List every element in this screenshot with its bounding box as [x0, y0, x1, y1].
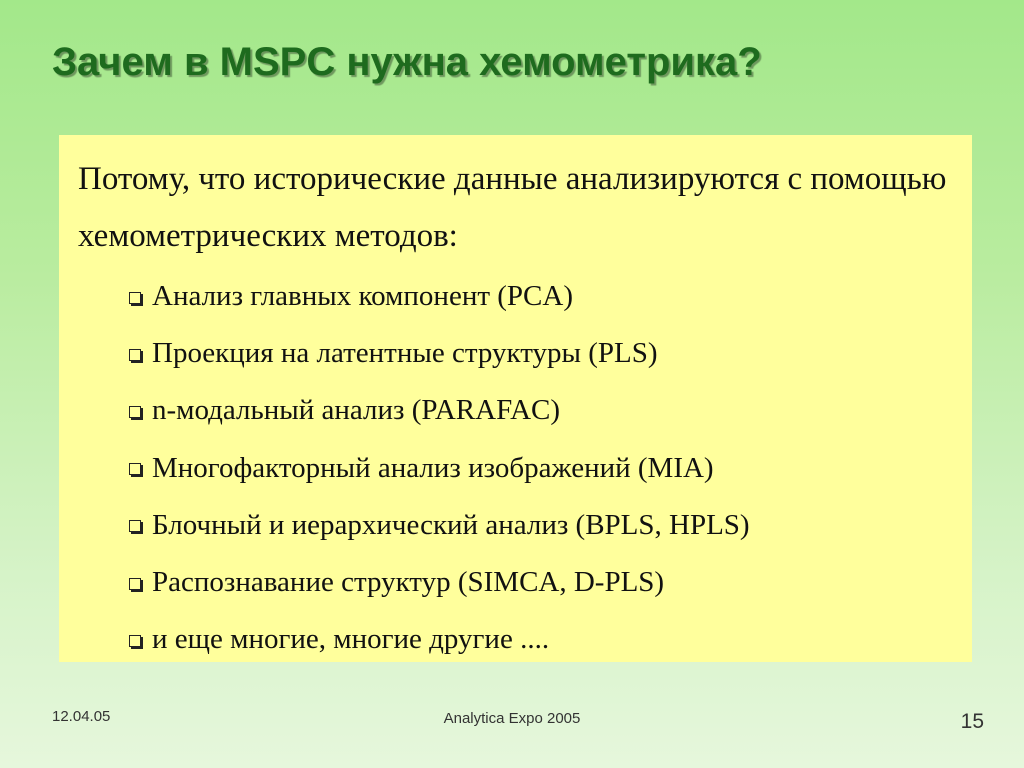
list-item: [129, 325, 750, 382]
list-item: [129, 497, 750, 554]
list-item-label: Блочный и иерархический анализ (BPLS, HPLS): [152, 508, 750, 541]
list-item: [129, 268, 750, 325]
slide-title: Зачем в MSPC нужна хемометрика?: [52, 40, 762, 84]
content-box: [59, 135, 972, 662]
footer-event: Analytica Expo 2005: [443, 710, 581, 727]
footer-date: 12.04.05: [52, 708, 111, 725]
list-item-label: и еще многие, многие другие ....: [152, 623, 550, 656]
list-item-label: Проекция на латентные структуры (PLS): [152, 337, 658, 370]
checkbox-bullet-icon: [129, 406, 141, 418]
checkbox-bullet-icon: [129, 578, 141, 590]
checkbox-bullet-icon: [129, 292, 141, 304]
page-number: 15: [960, 710, 984, 733]
list-item: [129, 611, 750, 668]
list-item-label: n-модальный анализ (PARAFAC): [152, 394, 561, 427]
checkbox-bullet-icon: [129, 635, 141, 647]
method-list: [129, 268, 750, 668]
checkbox-bullet-icon: [129, 349, 141, 361]
checkbox-bullet-icon: [129, 520, 141, 532]
list-item: [129, 554, 750, 611]
intro-text: Потому, что исторические данные анализируются с помощью хемометрических методов:: [78, 161, 947, 254]
list-item-label: Многофакторный анализ изображений (MIA): [152, 451, 714, 484]
list-item: [129, 382, 750, 439]
list-item: [129, 440, 750, 497]
checkbox-bullet-icon: [129, 463, 141, 475]
list-item-label: Анализ главных компонент (PCA): [152, 280, 573, 313]
list-item-label: Распознавание структур (SIMCA, D-PLS): [152, 566, 665, 599]
